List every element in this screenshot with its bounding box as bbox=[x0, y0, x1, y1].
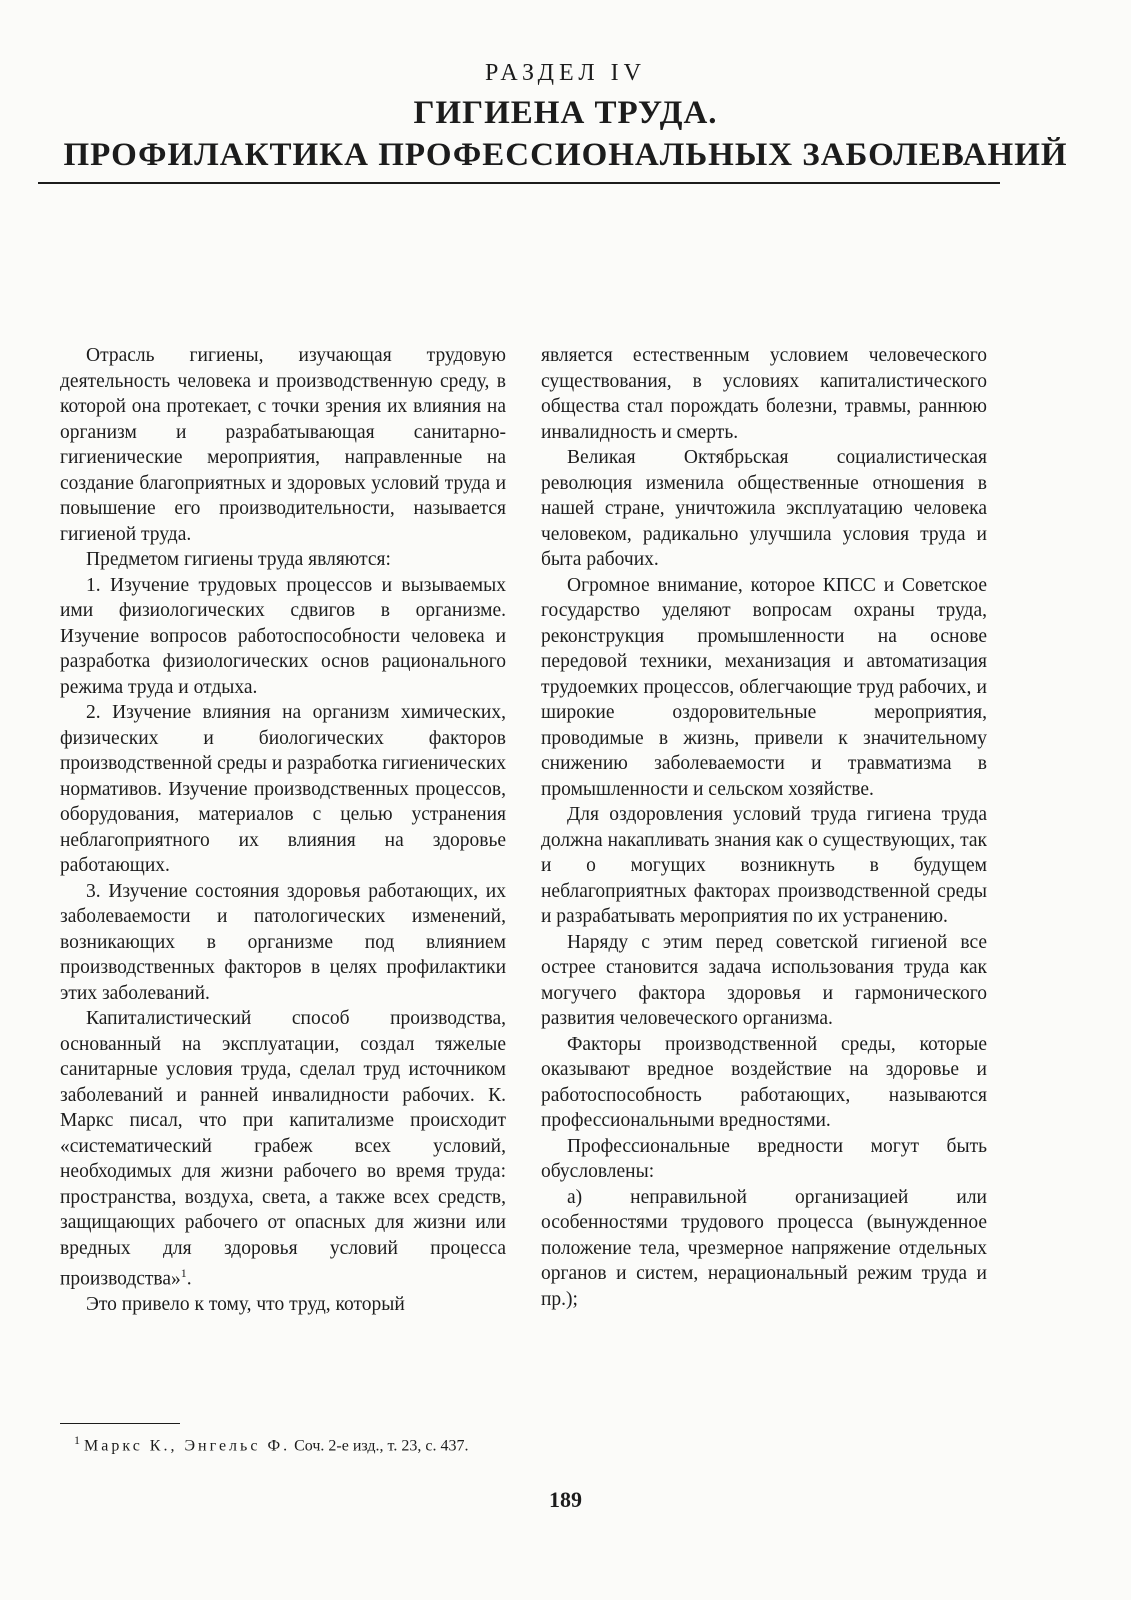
chapter-title-line-2: ПРОФИЛАКТИКА ПРОФЕССИОНАЛЬНЫХ ЗАБОЛЕВАНИЙ bbox=[63, 137, 1068, 173]
footnote-text: Соч. 2-е изд., т. 23, с. 437. bbox=[294, 1437, 469, 1455]
footnote-reference[interactable]: 1 bbox=[180, 1266, 187, 1280]
paragraph: 3. Изучение состояния здоровья работающих, их заболеваемости и патологических изменений, возникающих в организме под влиянием производственных факторов в целях профилактики этих заболеваний. bbox=[60, 880, 506, 1004]
paragraph: Отрасль гигиены, изучающая трудовую деятельность человека и производственную среду, в которой она протекает, с точки зрения их влияния на организм и разрабатывающая санитарно-гигиенические мероприятия, направленные на создание благоприятных и здоровых условий труда и повышение его производительности, называется гигиеной труда. bbox=[60, 345, 506, 545]
paragraph-continuation: является естественным условием человеческого существования, в условиях капиталистического общества стал порождать болезни, травмы, раннюю инвалидность и смерть. bbox=[541, 345, 987, 443]
left-column bbox=[60, 343, 506, 1318]
paragraph: Это привело к тому, что труд, который bbox=[86, 1294, 405, 1315]
paragraph: а) неправильной организацией или особенностями трудового процесса (вынужденное положение тела, чрезмерное напряжение отдельных органов и систем, нерациональный режим труда и пр.); bbox=[541, 1186, 987, 1310]
paragraph: Наряду с этим перед советской гигиеной все острее становится задача использования труда как могучего фактора здоровья и гармонического развития человеческого организма. bbox=[541, 931, 987, 1029]
chapter-title-line-1: ГИГИЕНА ТРУДА. bbox=[413, 95, 718, 131]
footnote-author: Маркс К., Энгельс Ф. bbox=[84, 1437, 291, 1455]
section-label: РАЗДЕЛ IV bbox=[485, 60, 646, 86]
footnote bbox=[60, 1430, 506, 1456]
paragraph-with-quote bbox=[60, 1006, 506, 1292]
footnote-mark: 1 bbox=[74, 1433, 80, 1447]
paragraph: Великая Октябрьская социалистическая революция изменила общественные отношения в нашей стране, уничтожила эксплуатацию человека человеком, радикально улучшила условия труда и быта рабочих. bbox=[541, 447, 987, 570]
quote-end: . bbox=[186, 1268, 192, 1290]
quote-text: Капиталистический способ производства, основанный на эксплуатации, создал тяжелые санитарные условия труда, сделал труд источником заболеваний и ранней инвалидности рабочих. К. Маркс писал, что при капитализме происходит «систематический грабеж всех условий, необходимых для жизни рабочего во время труда: пространства, воздуха, света, а также всех средств, защищающих рабочего от опасных для жизни или вредных для здоровья условий процесса производства» bbox=[60, 1008, 506, 1290]
chapter-title bbox=[0, 92, 1131, 176]
paragraph: Профессиональные вредности могут быть обусловлены: bbox=[541, 1135, 987, 1182]
footnote-divider bbox=[60, 1423, 180, 1424]
paragraph: Огромное внимание, которое КПСС и Советское государство уделяют вопросам охраны труда, реконструкция промышленности на основе передовой техники, механизация и автоматизация трудоемких процессов, облегчающие труд рабочих, и широкие оздоровительные мероприятия, проводимые в жизнь, привели к значительному снижению заболеваемости и травматизма в промышленности и сельском хозяйстве. bbox=[541, 574, 987, 800]
paragraph: Для оздоровления условий труда гигиена труда должна накапливать знания как о существующих, так и о могущих возникнуть в будущем неблагоприятных факторах производственной среды и разрабатывать мероприятия по их устранению. bbox=[541, 804, 987, 927]
paragraph: Предметом гигиены труда являются: bbox=[86, 549, 391, 570]
title-divider bbox=[38, 182, 1000, 184]
paragraph: 1. Изучение трудовых процессов и вызываемых ими физиологических сдвигов в организме. Изучение вопросов работоспособности человека и разработка физиологических основ рационального режима труда и отдыха. bbox=[60, 574, 506, 698]
paragraph: Факторы производственной среды, которые оказывают вредное воздействие на здоровье и работоспособность работающих, называются профессиональными вредностями. bbox=[541, 1033, 987, 1131]
right-column bbox=[541, 343, 987, 1312]
paragraph: 2. Изучение влияния на организм химических, физических и биологических факторов производственной среды и разработка гигиенических нормативов. Изучение производственных процессов, оборудования, материалов с целью устранения неблагоприятного их влияния на здоровье работающих. bbox=[60, 702, 506, 876]
page-number: 189 bbox=[549, 1487, 582, 1512]
